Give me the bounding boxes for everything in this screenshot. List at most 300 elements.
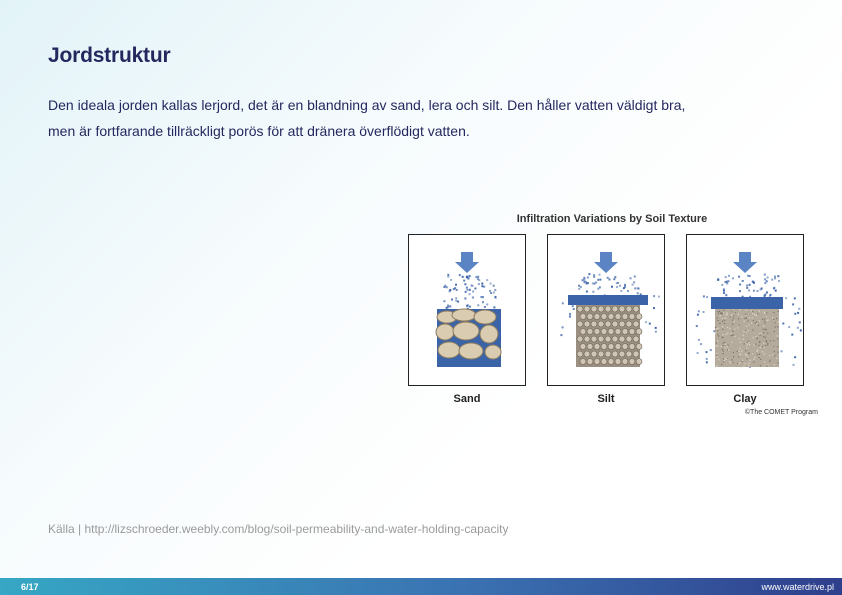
sand-grain: [453, 322, 479, 340]
clay-particle: [738, 318, 739, 319]
clay-particle: [753, 337, 754, 338]
water-drop: [466, 305, 468, 307]
clay-particle: [775, 326, 776, 327]
water-drop: [748, 289, 750, 291]
clay-particle: [723, 310, 724, 311]
clay-particle: [717, 345, 718, 346]
clay-particle: [715, 333, 716, 334]
water-drop: [706, 361, 708, 363]
silt-grain: [612, 321, 618, 327]
silt-grain: [636, 314, 642, 320]
clay-particle: [755, 323, 756, 324]
clay-particle: [777, 326, 778, 327]
clay-particle: [756, 323, 757, 324]
clay-particle: [753, 320, 754, 321]
water-drop: [449, 290, 451, 292]
water-drop: [466, 287, 468, 289]
clay-particle: [746, 326, 747, 327]
clay-particle: [725, 318, 726, 319]
water-drop: [637, 287, 639, 289]
water-drop: [655, 331, 657, 333]
clay-particle: [722, 329, 723, 330]
clay-particle: [759, 354, 760, 355]
water-drop: [774, 276, 776, 278]
water-drop: [454, 287, 456, 289]
silt-grain: [619, 321, 625, 327]
water-drop: [764, 294, 766, 296]
clay-particle: [748, 364, 749, 365]
water-drop: [717, 279, 719, 281]
clay-particle: [756, 314, 757, 315]
clay-particle: [723, 353, 724, 354]
water-drop: [465, 291, 467, 293]
clay-particle: [724, 342, 725, 343]
clay-particle: [753, 362, 754, 363]
water-drop: [696, 325, 698, 327]
clay-particle: [764, 364, 765, 365]
sand-label: Sand: [453, 393, 481, 405]
clay-particle: [732, 309, 733, 310]
clay-particle: [733, 352, 734, 353]
down-arrow-head-icon: [455, 262, 479, 273]
clay-particle: [719, 311, 720, 312]
clay-particle: [744, 318, 745, 319]
clay-particle: [725, 344, 726, 345]
clay-particle: [753, 344, 754, 345]
silt-grain: [612, 336, 618, 342]
clay-particle: [716, 342, 717, 343]
silt-grain: [633, 351, 639, 357]
water-drop: [562, 326, 564, 328]
clay-particle: [747, 356, 748, 357]
water-drop: [609, 279, 611, 281]
silt-grain: [619, 351, 625, 357]
clay-particle: [746, 317, 747, 318]
clay-particle: [738, 356, 739, 357]
clay-particle: [763, 336, 764, 337]
silt-grain: [601, 329, 607, 335]
water-drop: [469, 293, 471, 295]
clay-particle: [758, 325, 759, 326]
clay-particle: [752, 311, 753, 312]
down-arrow-icon: [461, 252, 473, 262]
water-drop: [613, 278, 615, 280]
water-drop: [732, 277, 734, 279]
clay-particle: [732, 324, 733, 325]
silt-grain: [598, 321, 604, 327]
water-drop: [493, 292, 495, 294]
water-drop: [462, 276, 464, 278]
clay-particle: [764, 322, 765, 323]
clay-particle: [723, 360, 724, 361]
source-citation: Källa | http://lizschroeder.weebly.com/blog/soil-permeability-and-water-holding-capacity: [48, 522, 509, 536]
clay-particle: [768, 319, 769, 320]
water-drop: [738, 276, 740, 278]
water-drop: [578, 288, 580, 290]
website-link[interactable]: www.waterdrive.pl: [761, 582, 834, 592]
silt-grain: [598, 336, 604, 342]
clay-particle: [748, 353, 749, 354]
silt-grain: [636, 329, 642, 335]
clay-particle: [722, 349, 723, 350]
silt-grain: [626, 336, 632, 342]
water-drop: [477, 304, 479, 306]
water-drop: [725, 276, 727, 278]
clay-particle: [728, 345, 729, 346]
water-drop: [630, 277, 632, 279]
water-drop: [706, 351, 708, 353]
silt-grain: [633, 321, 639, 327]
clay-particle: [739, 338, 740, 339]
clay-particle: [773, 319, 774, 320]
water-drop: [483, 286, 485, 288]
water-drop: [464, 298, 466, 300]
clay-particle: [729, 316, 730, 317]
water-drop: [645, 321, 647, 323]
clay-particle: [717, 330, 718, 331]
silt-grain: [629, 359, 635, 365]
clay-particle: [759, 357, 760, 358]
clay-particle: [727, 333, 728, 334]
clay-particle: [778, 362, 779, 363]
silt-grain: [601, 359, 607, 365]
clay-particle: [765, 345, 766, 346]
clay-particle: [733, 356, 734, 357]
water-drop: [469, 289, 471, 291]
clay-particle: [734, 329, 735, 330]
clay-particle: [719, 323, 720, 324]
clay-particle: [764, 321, 765, 322]
clay-particle: [737, 363, 738, 364]
clay-particle: [730, 363, 731, 364]
silt-grain: [580, 344, 586, 350]
water-drop: [466, 289, 468, 291]
water-drop: [587, 277, 589, 279]
body-line-2: men är fortfarande tillräckligt porös för att dränera överflödigt vatten.: [48, 123, 470, 139]
water-drop: [767, 277, 769, 279]
water-drop: [728, 275, 730, 277]
water-drop: [794, 297, 796, 299]
slide-title: Jordstruktur: [48, 44, 171, 67]
clay-particle: [734, 321, 735, 322]
water-drop: [624, 284, 626, 286]
clay-particle: [731, 342, 732, 343]
water-drop: [746, 287, 748, 289]
clay-particle: [722, 326, 723, 327]
clay-particle: [747, 321, 748, 322]
water-drop: [800, 329, 802, 331]
silt-grain: [580, 329, 586, 335]
water-drop: [447, 306, 449, 308]
clay-particle: [763, 329, 764, 330]
water-drop: [752, 281, 754, 283]
water-drop: [597, 279, 599, 281]
water-drop: [653, 307, 655, 309]
water-drop: [698, 310, 700, 312]
clay-particle: [764, 361, 765, 362]
clay-particle: [759, 320, 760, 321]
water-drop: [723, 292, 725, 294]
water-drop: [773, 287, 775, 289]
silt-grain: [584, 336, 590, 342]
clay-particle: [745, 354, 746, 355]
water-drop: [481, 285, 483, 287]
clay-particle: [748, 342, 749, 343]
water-drop: [782, 323, 784, 325]
clay-particle: [718, 335, 719, 336]
water-drop: [592, 291, 594, 293]
clay-particle: [727, 346, 728, 347]
silt-grain: [608, 359, 614, 365]
silt-grain: [577, 306, 583, 312]
water-drop: [474, 288, 476, 290]
water-drop: [580, 286, 582, 288]
silt-grain: [622, 359, 628, 365]
clay-panel: [686, 234, 804, 386]
clay-particle: [743, 335, 744, 336]
clay-particle: [777, 346, 778, 347]
sand-panel: [408, 234, 526, 386]
silt-grain: [619, 336, 625, 342]
silt-grain: [605, 321, 611, 327]
water-drop: [482, 301, 484, 303]
clay-particle: [725, 358, 726, 359]
silt-grain: [577, 321, 583, 327]
silt-label: Silt: [597, 393, 615, 405]
water-drop: [486, 279, 488, 281]
clay-particle: [716, 354, 717, 355]
clay-particle: [748, 330, 749, 331]
clay-particle: [774, 355, 775, 356]
water-drop: [794, 356, 796, 358]
silt-grain: [605, 351, 611, 357]
clay-particle: [760, 333, 761, 334]
clay-particle: [769, 355, 770, 356]
clay-particle: [759, 342, 760, 343]
water-drop: [747, 275, 749, 277]
silt-grain: [615, 359, 621, 365]
water-drop: [475, 276, 477, 278]
silt-grain: [636, 359, 642, 365]
silt-grain: [629, 344, 635, 350]
clay-particle: [717, 311, 718, 312]
water-drop: [766, 292, 768, 294]
water-drop: [494, 289, 496, 291]
figure-credit: ©The COMET Program: [744, 409, 818, 416]
water-drop: [467, 278, 469, 280]
sand-illustration: [409, 235, 525, 385]
water-drop: [450, 279, 452, 281]
sand-grain: [452, 309, 476, 321]
water-drop: [617, 282, 619, 284]
silt-grain: [615, 344, 621, 350]
water-drop: [775, 290, 777, 292]
water-drop: [490, 283, 492, 285]
clay-particle: [742, 360, 743, 361]
silt-grain: [601, 314, 607, 320]
clay-particle: [752, 329, 753, 330]
clay-particle: [733, 315, 734, 316]
clay-particle: [754, 357, 755, 358]
silt-grain: [622, 329, 628, 335]
clay-particle: [764, 353, 765, 354]
clay-particle: [722, 334, 723, 335]
clay-particle: [732, 331, 733, 332]
silt-grain: [629, 314, 635, 320]
clay-particle: [751, 322, 752, 323]
clay-particle: [777, 352, 778, 353]
clay-particle: [752, 353, 753, 354]
clay-particle: [753, 359, 754, 360]
water-drop: [470, 284, 472, 286]
clay-particle: [754, 314, 755, 315]
clay-particle: [722, 337, 723, 338]
water-drop: [572, 305, 574, 307]
water-drop: [799, 321, 801, 323]
clay-particle: [777, 335, 778, 336]
clay-particle: [778, 322, 779, 323]
silt-grain: [615, 314, 621, 320]
clay-particle: [717, 341, 718, 342]
clay-particle: [716, 365, 717, 366]
silt-grain: [580, 314, 586, 320]
silt-grain: [622, 314, 628, 320]
clay-particle: [769, 361, 770, 362]
water-drop: [578, 285, 580, 287]
water-drop: [781, 350, 783, 352]
clay-particle: [775, 322, 776, 323]
clay-particle: [759, 333, 760, 334]
water-drop: [721, 284, 723, 286]
water-drop: [585, 281, 587, 283]
clay-particle: [724, 320, 725, 321]
clay-particle: [776, 318, 777, 319]
clay-particle: [760, 335, 761, 336]
silt-grain: [608, 344, 614, 350]
water-drop: [595, 282, 597, 284]
silt-grain: [612, 306, 618, 312]
water-drop: [760, 289, 762, 291]
sand-grain: [438, 342, 460, 358]
water-drop: [455, 297, 457, 299]
water-drop: [742, 280, 744, 282]
clay-particle: [764, 312, 765, 313]
water-drop: [451, 299, 453, 301]
clay-particle: [758, 345, 759, 346]
water-drop: [478, 279, 480, 281]
clay-particle: [725, 315, 726, 316]
water-drop: [586, 291, 588, 293]
water-drop: [490, 292, 492, 294]
silt-grain: [626, 351, 632, 357]
water-drop: [587, 282, 589, 284]
water-drop: [753, 290, 755, 292]
water-drop: [649, 323, 651, 325]
water-drop: [495, 297, 497, 299]
silt-grain: [608, 314, 614, 320]
water-drop: [700, 343, 702, 345]
water-drop: [472, 291, 474, 293]
clay-particle: [735, 312, 736, 313]
silt-grain: [584, 351, 590, 357]
clay-particle: [772, 355, 773, 356]
sand-grain: [485, 345, 501, 359]
water-layer: [711, 297, 783, 309]
down-arrow-icon: [600, 252, 612, 262]
clay-particle: [718, 313, 719, 314]
clay-particle: [745, 314, 746, 315]
silt-grain: [626, 306, 632, 312]
body-line-1: Den ideala jorden kallas lerjord, det är en blandning av sand, lera och silt. Den håller vatten väldigt bra,: [48, 97, 686, 113]
clay-particle: [717, 318, 718, 319]
water-drop: [703, 311, 705, 313]
clay-particle: [770, 359, 771, 360]
clay-particle: [749, 362, 750, 363]
clay-particle: [740, 309, 741, 310]
clay-particle: [733, 362, 734, 363]
water-drop: [443, 286, 445, 288]
water-drop: [633, 281, 635, 283]
clay-particle: [757, 350, 758, 351]
clay-particle: [765, 337, 766, 338]
water-drop: [710, 349, 712, 351]
clay-particle: [756, 322, 757, 323]
clay-particle: [733, 318, 734, 319]
clay-particle: [773, 340, 774, 341]
silt-grain: [577, 336, 583, 342]
clay-particle: [725, 347, 726, 348]
clay-particle: [762, 351, 763, 352]
clay-particle: [763, 332, 764, 333]
clay-particle: [748, 341, 749, 342]
water-drop: [478, 283, 480, 285]
silt-grain: [591, 351, 597, 357]
water-drop: [449, 305, 451, 307]
water-drop: [634, 276, 636, 278]
water-drop: [785, 297, 787, 299]
clay-particle: [776, 358, 777, 359]
clay-particle: [745, 350, 746, 351]
silt-grain: [622, 344, 628, 350]
water-drop: [607, 277, 609, 279]
clay-particle: [757, 313, 758, 314]
clay-particle: [756, 338, 757, 339]
clay-particle: [760, 365, 761, 366]
clay-particle: [756, 336, 757, 337]
figure-title: Infiltration Variations by Soil Texture: [516, 213, 708, 225]
clay-particle: [747, 344, 748, 345]
clay-particle: [774, 331, 775, 332]
silt-illustration: [548, 235, 664, 385]
water-layer: [568, 295, 648, 305]
water-drop: [764, 282, 766, 284]
water-drop: [569, 313, 571, 315]
water-drop: [791, 334, 793, 336]
silt-grain: [612, 351, 618, 357]
clay-particle: [774, 351, 775, 352]
silt-grain: [591, 321, 597, 327]
water-drop: [706, 296, 708, 298]
silt-grain: [598, 306, 604, 312]
water-drop: [797, 327, 799, 329]
clay-label: Clay: [733, 393, 757, 405]
clay-particle: [728, 349, 729, 350]
water-drop: [597, 288, 599, 290]
water-drop: [588, 273, 590, 275]
silt-grain: [605, 336, 611, 342]
water-drop: [778, 280, 780, 282]
water-drop: [697, 352, 699, 354]
